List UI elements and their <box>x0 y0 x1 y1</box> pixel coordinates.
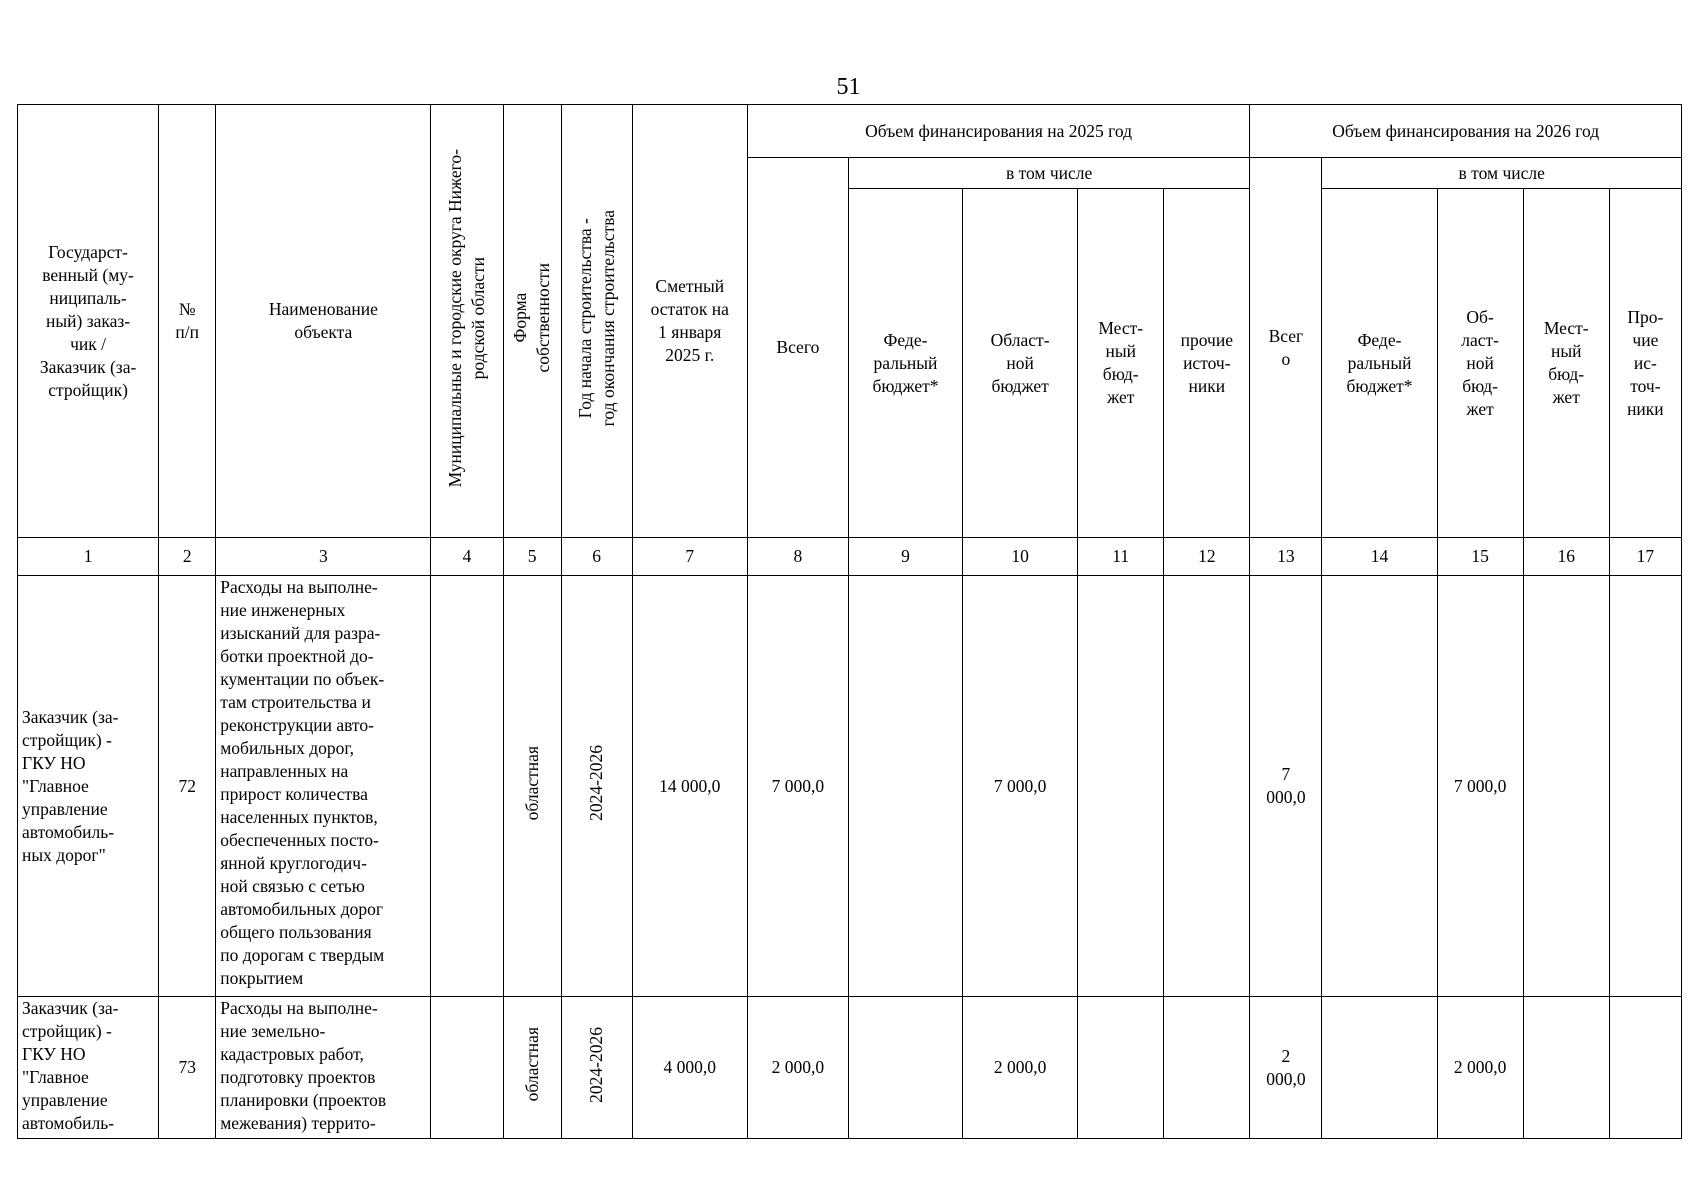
row-object-name: Расходы на выполне- ние инженерных изысканий для разра- ботки проектной до- кументации по объек- там строительства и реконструкции авто- мобильных дорог, направленных на прирост количества населенных пунктов, обеспеченных посто- янной круглогодич- ной связью с сетью автомобильных дорог общего пользования по дорогам с твердым покрытием <box>216 576 431 997</box>
row-regional-2025: 2 000,0 <box>963 997 1078 1139</box>
row-local-2026 <box>1523 997 1609 1139</box>
row-customer: Заказчик (за- стройщик) - ГКУ НО "Главное управление автомобиль- ных дорог" <box>18 576 159 997</box>
header-ownership <box>503 105 561 538</box>
row-local-2025 <box>1078 997 1164 1139</box>
table-row <box>18 997 1682 1139</box>
row-other-2025 <box>1164 997 1250 1139</box>
column-number: 6 <box>561 538 632 576</box>
row-federal-2025 <box>848 997 962 1139</box>
row-regional-2026: 2 000,0 <box>1437 997 1523 1139</box>
row-ownership-text: областная <box>521 745 542 821</box>
header-row-1 <box>18 105 1682 158</box>
row-total-2026: 2 000,0 <box>1250 997 1322 1139</box>
row-federal-2026 <box>1322 576 1437 997</box>
column-number: 1 <box>18 538 159 576</box>
row-total-2025: 2 000,0 <box>747 997 848 1139</box>
header-object-name: Наименование объекта <box>216 105 431 538</box>
header-other-2026: Про- чие ис- точ- ники <box>1609 189 1681 538</box>
column-number: 14 <box>1322 538 1437 576</box>
row-years <box>561 576 632 997</box>
row-customer: Заказчик (за- стройщик) - ГКУ НО "Главное управление автомобиль- <box>18 997 159 1139</box>
column-number: 16 <box>1523 538 1609 576</box>
column-number: 17 <box>1609 538 1681 576</box>
row-other-2026 <box>1609 997 1681 1139</box>
row-regional-2025: 7 000,0 <box>963 576 1078 997</box>
header-federal-2026: Феде- ральный бюджет* <box>1322 189 1437 538</box>
column-number: 3 <box>216 538 431 576</box>
row-ownership-text: областная <box>521 1027 542 1102</box>
column-number: 9 <box>848 538 962 576</box>
row-years-text: 2024-2026 <box>586 1026 607 1103</box>
header-including-2026: в том числе <box>1322 158 1682 189</box>
header-including-2025: в том числе <box>848 158 1249 189</box>
row-municipality <box>431 997 503 1139</box>
column-number: 15 <box>1437 538 1523 576</box>
row-regional-2026: 7 000,0 <box>1437 576 1523 997</box>
row-ownership <box>503 997 561 1139</box>
header-federal-2025: Феде- ральный бюджет* <box>848 189 962 538</box>
table-row <box>18 576 1682 997</box>
header-total-2025: Всего <box>747 158 848 538</box>
header-funding-2026: Объем финансирования на 2026 год <box>1250 105 1682 158</box>
financing-table <box>17 104 1682 1139</box>
row-federal-2026 <box>1322 997 1437 1139</box>
row-object-name: Расходы на выполне- ние земельно- кадастровых работ, подготовку проектов планировки (проектов межевания) террито- <box>216 997 431 1139</box>
column-number: 13 <box>1250 538 1322 576</box>
header-local-2025: Мест- ный бюд- жет <box>1078 189 1164 538</box>
header-total-2026: Всег о <box>1250 158 1322 538</box>
row-number: 73 <box>159 997 216 1139</box>
column-number: 11 <box>1078 538 1164 576</box>
column-number: 4 <box>431 538 503 576</box>
row-other-2026 <box>1609 576 1681 997</box>
header-years <box>561 105 632 538</box>
header-regional-2025: Област- ной бюджет <box>963 189 1078 538</box>
header-customer: Государст- венный (му- ниципаль- ный) заказ- чик / Заказчик (за- стройщик) <box>18 105 159 538</box>
header-number: № п/п <box>159 105 216 538</box>
row-ownership <box>503 576 561 997</box>
header-local-2026: Мест- ный бюд- жет <box>1523 189 1609 538</box>
page-number: 51 <box>836 74 861 100</box>
header-other-2025: прочие источ- ники <box>1164 189 1250 538</box>
header-municipalities <box>431 105 503 538</box>
column-number: 5 <box>503 538 561 576</box>
row-other-2025 <box>1164 576 1250 997</box>
column-number: 7 <box>632 538 747 576</box>
header-regional-2026: Об- ласт- ной бюд- жет <box>1437 189 1523 538</box>
header-balance: Сметный остаток на 1 января 2025 г. <box>632 105 747 538</box>
row-local-2025 <box>1078 576 1164 997</box>
row-total-2026: 7 000,0 <box>1250 576 1322 997</box>
header-municipalities-text: Муниципальные и городские округа Нижего- родской области <box>445 148 488 488</box>
column-number: 10 <box>963 538 1078 576</box>
header-ownership-text: Форма собственности <box>510 263 554 373</box>
row-local-2026 <box>1523 576 1609 997</box>
column-number: 2 <box>159 538 216 576</box>
header-years-text: Год начала строительства - год окончания строительства <box>574 209 618 427</box>
row-municipality <box>431 576 503 997</box>
row-years-text: 2024-2026 <box>586 745 607 821</box>
row-balance: 14 000,0 <box>632 576 747 997</box>
row-years <box>561 997 632 1139</box>
column-number: 8 <box>747 538 848 576</box>
row-federal-2025 <box>848 576 962 997</box>
row-number: 72 <box>159 576 216 997</box>
row-balance: 4 000,0 <box>632 997 747 1139</box>
row-total-2025: 7 000,0 <box>747 576 848 997</box>
column-numbers-row <box>18 538 1682 576</box>
header-funding-2025: Объем финансирования на 2025 год <box>747 105 1250 158</box>
column-number: 12 <box>1164 538 1250 576</box>
